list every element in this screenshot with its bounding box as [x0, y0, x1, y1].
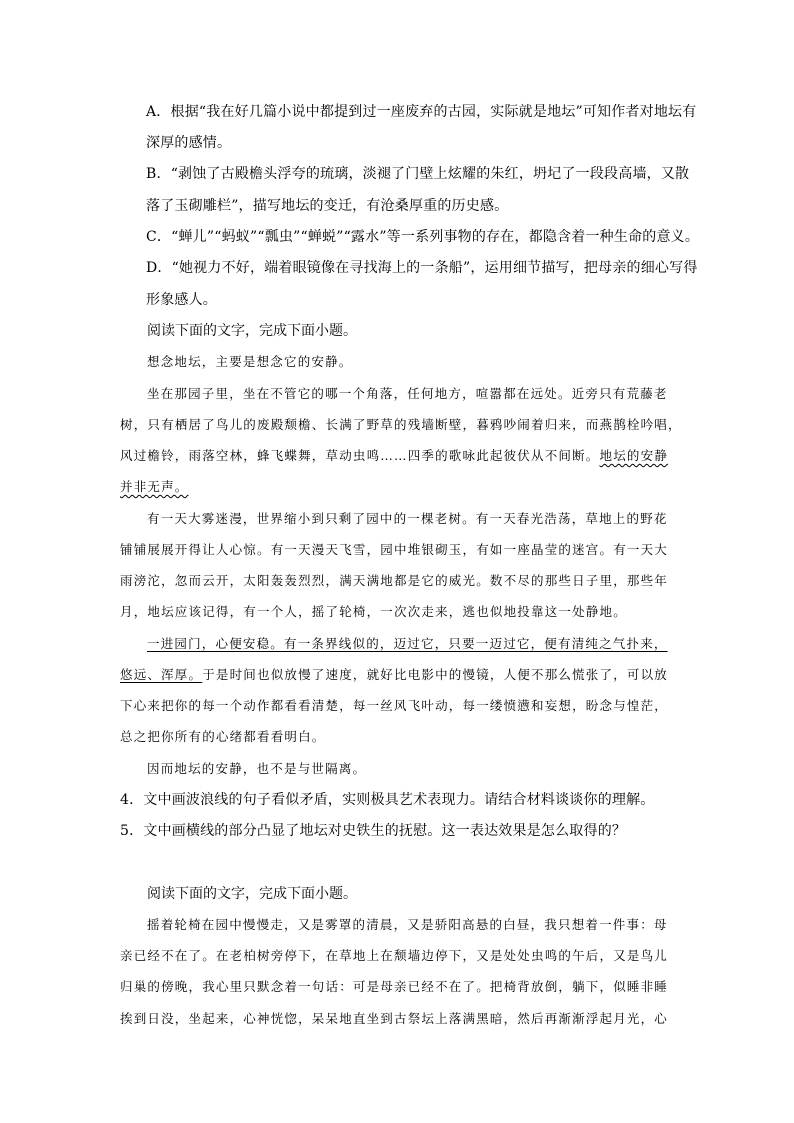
passage-1-p4-line-2	[120, 665, 668, 685]
option-a-line-1: A．根据“我在好几篇小说中都提到过一座废弃的古园，实际就是地坛”可知作者对地坛有	[146, 104, 697, 120]
wavy-underlined-sentence-start: 地坛的安静	[599, 448, 669, 463]
option-d-line-1: D．“她视力不好，端着眼镜像在寻找海上的一条船”，运用细节描写，把母亲的细心写得	[146, 260, 698, 276]
passage-1-p4-line-3: 下心来把你的每一个动作都看看清楚，每一丝风飞叶动，每一缕愤懑和妄想，盼念与惶茫，	[120, 698, 669, 713]
passage-1-p2-line-3	[120, 446, 668, 466]
passage-1-p2-line-4	[120, 477, 189, 497]
passage-2-instruction: 阅读下面的文字，完成下面小题。	[147, 886, 357, 902]
question-4: 4．文中画波浪线的句子看似矛盾，实则极具艺术表现力。请结合材料谈谈你的理解。	[120, 792, 655, 808]
wavy-underlined-sentence-end: 并非无声。	[120, 479, 189, 494]
passage-1-p3-line-3: 雨滂沱，忽而云开，太阳轰轰烈烈，满天满地都是它的威光。数不尽的那些日子里，那些年	[120, 573, 669, 588]
option-b-line-1: B．“剥蚀了古殿檐头浮夸的琉璃，淡褪了门壁上炫耀的朱红，坍圮了一段段高墙，又散	[146, 166, 690, 182]
passage-1-paragraph-1: 想念地坛，主要是想念它的安静。	[147, 354, 353, 369]
passage-1-p3-line-2: 铺铺展展开得让人心惊。有一天漫天飞雪，园中堆银砌玉，有如一座晶莹的迷宫。有一天大	[120, 542, 669, 557]
passage-1-p4-line-4: 总之把你所有的心绪都看看明白。	[120, 729, 326, 744]
passage-1-paragraph-5: 因而地坛的安静，也不是与世隔离。	[147, 761, 367, 776]
option-c-line-1: C．“蝉儿”“蚂蚁”“瓢虫”“蝉蜕”“露水”等一系列事物的存在，都隐含着一种生命的意义。	[146, 229, 700, 245]
passage-2-line-1: 摇着轮椅在园中慢慢走，又是雾罩的清晨，又是骄阳高悬的白昼，我只想着一件事：母	[147, 917, 668, 932]
option-b-line-2: 落了玉砌雕栏”，描写地坛的变迁，有沧桑厚重的历史感。	[146, 198, 509, 214]
underlined-part-start: 一进园门，心便安稳。有一条界线似的，迈过它，只要一迈过它，便有清纯之气扑来，	[147, 636, 668, 651]
p2-line-3-plain: 风过檐铃，雨落空林，蜂飞蝶舞，草动虫鸣……四季的歌咏此起彼伏从不间断。	[120, 448, 600, 463]
p4-line-2-plain: 于是时间也似放慢了速度，就好比电影中的慢镜，人便不那么慌张了，可以放	[202, 667, 669, 682]
question-5: 5．文中画横线的部分凸显了地坛对史铁生的抚慰。这一表达效果是怎么取得的？	[120, 823, 627, 839]
passage-2-line-4: 挨到日没，坐起来，心神恍惚，呆呆地直坐到古祭坛上落满黑暗，然后再渐渐浮起月光，心	[120, 1011, 669, 1026]
passage-1-p2-line-2: 树，只有栖居了鸟儿的废殿颓檐、长满了野草的残墙断壁，暮鸦吵闹着归来，而燕鹊栓吟唱，	[120, 417, 682, 432]
passage-2-line-2: 亲已经不在了。在老柏树旁停下，在草地上在颓墙边停下，又是处处虫鸣的午后，又是鸟儿	[120, 948, 669, 963]
passage-1-p3-line-1: 有一天大雾迷漫，世界缩小到只剩了园中的一棵老树。有一天春光浩荡，草地上的野花	[147, 511, 668, 526]
passage-1-p4-line-1	[147, 634, 668, 654]
passage-2-line-3: 归巢的傍晚，我心里只默念着一句话：可是母亲已经不在了。把椅背放倒，躺下，似睡非睡	[120, 979, 669, 994]
option-a-line-2: 深厚的感情。	[146, 135, 232, 151]
passage-1-p3-line-4: 月，地坛应该记得，有一个人，摇了轮椅，一次次走来，逃也似地投靠这一处静地。	[120, 604, 627, 619]
passage-1-instruction: 阅读下面的文字，完成下面小题。	[147, 323, 357, 339]
option-d-line-2: 形象感人。	[146, 292, 217, 308]
passage-1-p2-line-1: 坐在那园子里，坐在不管它的哪一个角落，任何地方，喧嚣都在远处。近旁只有荒藤老	[147, 386, 668, 401]
underlined-part-end: 悠远、浑厚。	[120, 667, 203, 682]
